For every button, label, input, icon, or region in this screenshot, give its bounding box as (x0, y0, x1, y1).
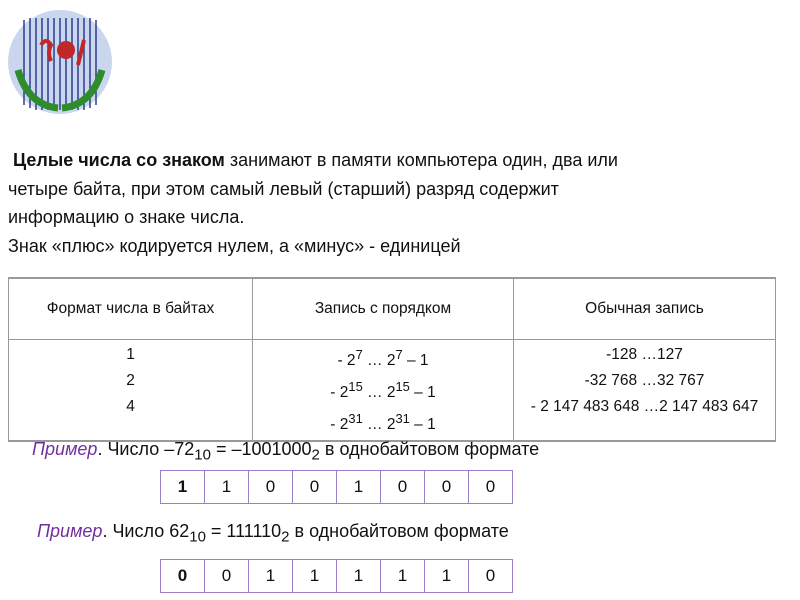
bit-cell: 0 (468, 560, 512, 592)
exp-column (253, 340, 514, 442)
bit-cell: 0 (177, 566, 188, 585)
example1-text: Пример. Число $-72_{10} = -1001000_2$ в однобайтовом формате (32, 439, 540, 464)
table-row (9, 340, 776, 442)
bit-cell: 1 (248, 560, 292, 592)
plain-cell: -128 …127 (606, 346, 683, 363)
header-plain: Обычная запись (514, 278, 776, 340)
school-emblem-logo (6, 10, 114, 116)
exp-cell: - $2^{15}$ … $2^{15} - 1$ (330, 379, 436, 402)
example2-text: Пример. Число $62_{10} = 111110_2$ в однобайтовом формате (37, 521, 509, 546)
example2-bits (160, 559, 513, 593)
example1-bits (160, 470, 513, 504)
bit-cell: 0 (468, 471, 512, 503)
header-format: Формат числа в байтах (9, 278, 253, 340)
bytes-column (9, 340, 253, 442)
example-label: Пример (37, 521, 103, 541)
bit-cell: 1 (380, 560, 424, 592)
plain-cell: -32 768 …32 767 (584, 372, 705, 389)
bit-cell: 0 (380, 471, 424, 503)
bit-cell: 1 (177, 477, 188, 496)
bit-cell: 1 (336, 560, 380, 592)
plain-column (514, 340, 776, 442)
table-header-row (9, 278, 776, 340)
bit-cell: 1 (424, 560, 468, 592)
bytes-cell: 1 (126, 346, 135, 363)
bit-cell: 0 (204, 560, 248, 592)
intro-line1: занимают в памяти компьютера один, два или (224, 150, 618, 170)
bit-cell: 0 (248, 471, 292, 503)
exp-cell: - $2^{31}$ … $2^{31} - 1$ (330, 411, 436, 434)
header-exp: Запись с порядком (253, 278, 514, 340)
intro-line2: четыре байта, при этом самый левый (старший) разряд содержит (8, 178, 559, 199)
format-table (8, 277, 776, 442)
bytes-cell: 2 (126, 372, 135, 389)
example-label: Пример (32, 439, 98, 459)
bytes-cell: 4 (126, 398, 135, 415)
bit-cell: 0 (424, 471, 468, 503)
plain-cell: - 2 147 483 648 …2 147 483 647 (530, 398, 759, 415)
bit-cell: 0 (292, 471, 336, 503)
intro-line4: Знак «плюс» кодируется нулем, а «минус» - единицей (8, 235, 461, 256)
exp-cell: - $2^7$ … $2^7 - 1$ (337, 347, 429, 370)
intro-line3: информацию о знаке числа. (8, 207, 245, 227)
bit-cell: 1 (204, 471, 248, 503)
bit-cell: 1 (336, 471, 380, 503)
intro-bold: Целые числа со знаком (13, 150, 225, 170)
bit-cell: 1 (292, 560, 336, 592)
intro-paragraph (8, 146, 788, 260)
